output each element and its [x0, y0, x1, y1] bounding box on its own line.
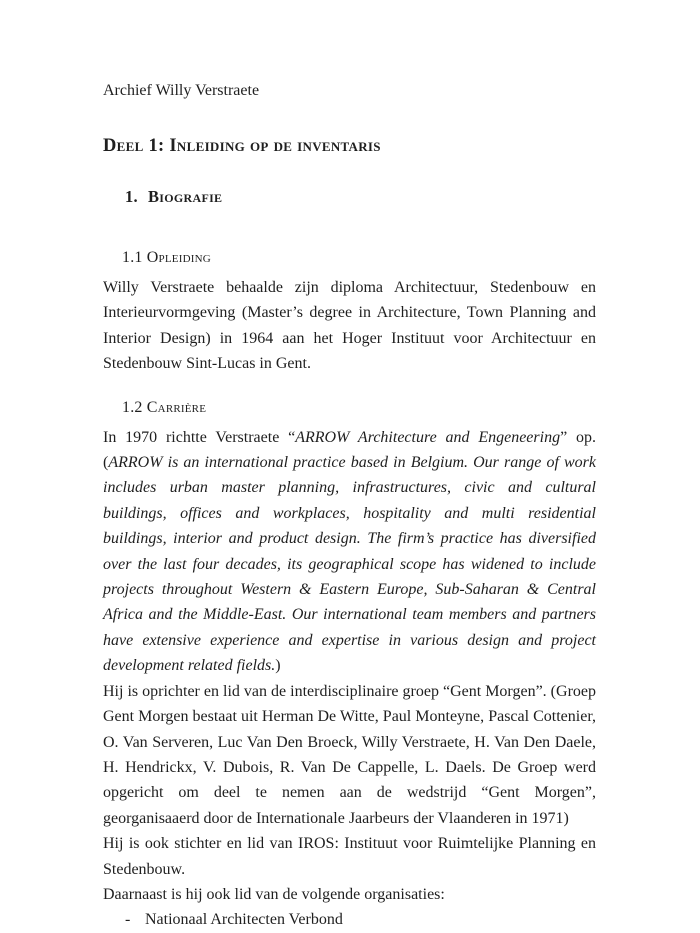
paragraph-opleiding: Willy Verstraete behaalde zijn diploma Architectuur, Stedenbouw en Interieurvormgeving (Master’s degree in Architecture, Town Planning and Interior Design) in 1964 aan het Hoger Instituut voor Architectuur en Stedenbouw Sint-Lucas in Gent.: [103, 279, 596, 373]
list-item-label: Nationaal Architecten Verbond: [145, 911, 343, 929]
organisation-list: [103, 907, 596, 932]
part-heading: Deel 1: Inleiding op de inventaris: [103, 136, 381, 156]
archive-title: Archief Willy Verstraete: [103, 82, 260, 99]
section-heading-opleiding: 1.1 Opleiding: [122, 249, 211, 266]
paragraph-gent-morgen: Hij is oprichter en lid van de interdisciplinaire groep “Gent Morgen”. (Groep Gent Morgen bestaat uit Herman De Witte, Paul Monteyne, Pascal Cottenier, O. Van Serveren, Luc Van Den Broeck, Willy Verstraete, H. Van Den Daele, H. Hendrickx, V. Dubois, R. Van De Cappelle, L. Daels. De Groep werd opgericht om deel te nemen aan de wedstrijd “Gent Morgen”, georganisaaerd door de Internationale Jaarbeurs der Vlaanderen in 1971): [103, 682, 596, 827]
section-heading-carriere: 1.2 Carrière: [122, 398, 207, 416]
document-content: [103, 82, 596, 933]
chapter-number: 1.: [125, 187, 138, 206]
list-item-dash: -: [125, 911, 131, 929]
list-item: [125, 907, 596, 932]
paragraph-arrow: In 1970 richtte Verstraete “ARROW Architecture and Engeneering” op. (ARROW is an international practice based in Belgium. Our range of work includes urban master planning, infrastructures, civic and cultural buildings, offices and workplaces, hospitality and multi residential buildings, interior and product design. The firm’s practice has diversified over the last four decades, its geographical scope has widened to include projects throughout Western & Eastern Europe, Sub-Saharan & Central Africa and the Middle-East. Our international team members and partners have extensive experience and expertise in various design and project development related fields.): [103, 428, 596, 675]
chapter-heading: [125, 188, 596, 205]
chapter-title: Biografie: [147, 187, 223, 206]
paragraph-organisaties-intro: Daarnaast is hij ook lid van de volgende organisaties:: [103, 885, 445, 903]
paragraph-iros: Hij is ook stichter en lid van IROS: Instituut voor Ruimtelijke Planning en Stedenbouw.: [103, 835, 596, 878]
